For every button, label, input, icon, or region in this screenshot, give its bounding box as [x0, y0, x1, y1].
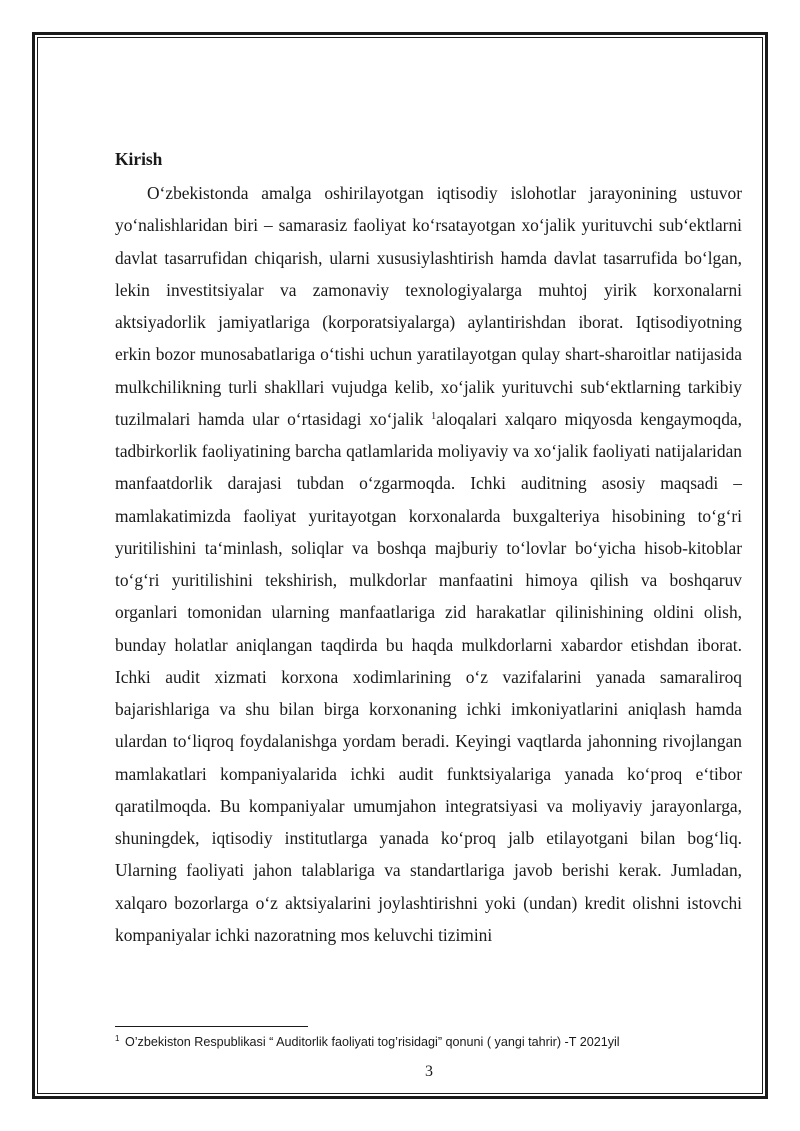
- footnote-text: O’zbekiston Respublikasi “ Auditorlik faoliyati tog’risidagi” qonuni ( yangi tahrir) -T 2021yil: [121, 1035, 620, 1049]
- footnote-marker: 1: [115, 1034, 120, 1043]
- footnote: [115, 1033, 755, 1051]
- paragraph-text-part-1: O‘zbekistonda amalga oshirilayotgan iqtisodiy islohotlar jarayonining ustuvor yo‘nalishlaridan biri – samarasiz faoliyat ko‘rsatayotgan xo‘jalik yurituvchi sub‘ektlarni davlat tasarrufidan chiqarish, ularni xususiylashtirish hamda davlat tasarrufida bo‘lgan, lekin investitsiyalar va zamonaviy texnologiyalarga muhtoj yirik korxonalarni aktsiyadorlik jamiyatlariga (korporatsiyalarga) aylantirishdan iborat. Iqtisodiyotning erkin bozor munosabatlariga o‘tishi uchun yaratilayotgan qulay shart-sharoitlar natijasida mulkchilikning turli shakllari vujudga kelib, xo‘jalik yurituvchi sub‘ektlarning tarkibiy tuzilmalari hamda ular o‘rtasidagi xo‘jalik: [115, 183, 742, 429]
- page-number: 3: [425, 1063, 433, 1080]
- section-heading: Kirish: [115, 149, 163, 169]
- footnote-reference[interactable]: 1: [431, 410, 437, 422]
- paragraph-text-part-2: aloqalari xalqaro miqyosda kengaymoqda, tadbirkorlik faoliyatining barcha qatlamlarida moliyaviy va xo‘jalik faoliyati natijalaridan manfaatdorlik darajasi tubdan o‘zgarmoqda. Ichki auditning asosiy maqsadi – mamlakatimizda faoliyat yuritayotgan korxonalarda buxgalteriya hisobining to‘g‘ri yuritilishini ta‘minlash, soliqlar va boshqa majburiy to‘lovlar bo‘yicha hisob-kitoblar to‘g‘ri yuritilishini tekshirish, mulkdorlar manfaatini himoya qilish va boshqaruv organlari tomonidan ularning manfaatlariga zid harakatlar qilinishining oldini olish, bunday holatlar aniqlangan taqdirda bu haqda mulkdorlarni xabardor etishdan iborat. Ichki audit xizmati korxona xodimlarining o‘z vazifalarini yanada samaraliroq bajarishlariga va shu bilan birga korxonaning ichki imkoniyatlarini aniqlash hamda ulardan to‘liqroq foydalanishga yordam beradi. Keyingi vaqtlarda jahonning rivojlangan mamlakatlari kompaniyalarida ichki audit funktsiyalariga yanada ko‘proq e‘tibor qaratilmoqda. Bu kompaniyalar umumjahon integratsiyasi va moliyaviy jarayonlarga, shuningdek, iqtisodiy institutlarga yanada ko‘proq jalb etilayotgani bilan bog‘liq. Ularning faoliyati jahon talablariga va standartlariga javob berishi kerak. Jumladan, xalqaro bozorlarga o‘z aktsiyalarini joylashtirishni yoki (undan) kredit olishni istovchi kompaniyalar ichki nazoratning mos keluvchi tizimini: [115, 408, 742, 945]
- footnote-separator: [115, 1026, 308, 1027]
- document-body: [115, 141, 742, 951]
- body-paragraph: [115, 177, 742, 951]
